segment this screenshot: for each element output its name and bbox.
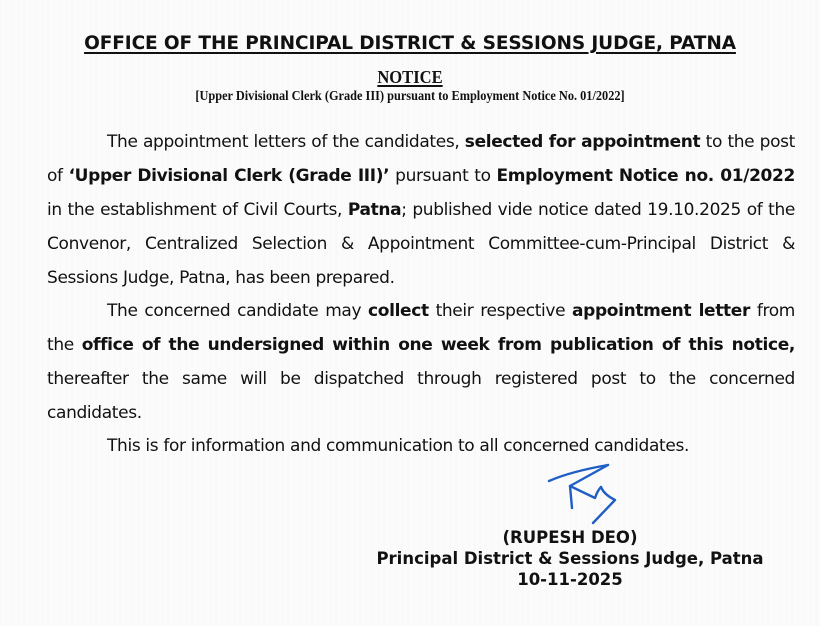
paragraph-information: This is for information and communication to all concerned candidates. — [107, 436, 690, 456]
notice-heading — [33, 67, 787, 88]
notice-heading-text: NOTICE — [377, 67, 443, 87]
bold-run: office of the undersigned within one week from publication of this notice, — [81, 335, 796, 355]
signature-block — [355, 527, 785, 590]
text-run: The appointment letters of the candidates, — [107, 132, 465, 152]
signatory-designation: Principal District & Sessions Judge, Patna — [376, 549, 764, 568]
text-run: in the establishment of Civil Courts, — [47, 200, 348, 220]
signatory-name: (RUPESH DEO) — [502, 528, 638, 547]
notice-subject: [Upper Divisional Clerk (Grade III) pursuant to Employment Notice No. 01/2022] — [195, 89, 625, 104]
text-run: from the — [47, 301, 795, 355]
office-title-text: OFFICE OF THE PRINCIPAL DISTRICT & SESSIONS JUDGE, PATNA — [84, 33, 736, 54]
bold-run: Employment Notice no. 01/2022 — [496, 166, 795, 186]
bold-run: collect — [368, 301, 429, 321]
signature-date: 10-11-2025 — [517, 570, 623, 589]
paragraph-collect-letters — [47, 294, 795, 430]
bold-run: selected for appointment — [464, 132, 701, 152]
paragraph-appointment-letters — [47, 125, 795, 295]
bold-run: Patna — [347, 200, 402, 220]
text-run: The concerned candidate may — [107, 301, 369, 321]
text-run: ; published vide notice dated 19.10.2025 of the Convenor, Centralized Selection & Appointment Committee-cum-Principal District & Sessions Judge, Patna, has been prepared. — [47, 200, 795, 288]
text-run: pursuant to — [389, 166, 497, 186]
signature-icon — [545, 460, 635, 526]
text-run: their respective — [428, 301, 573, 321]
bold-run: ‘Upper Divisional Clerk (Grade III)’ — [68, 166, 390, 186]
text-run: thereafter the same will be dispatched through registered post to the concerned candidates. — [47, 369, 795, 423]
text-run: to the post of — [47, 132, 795, 186]
office-title — [0, 33, 820, 54]
bold-run: appointment letter — [572, 301, 750, 321]
